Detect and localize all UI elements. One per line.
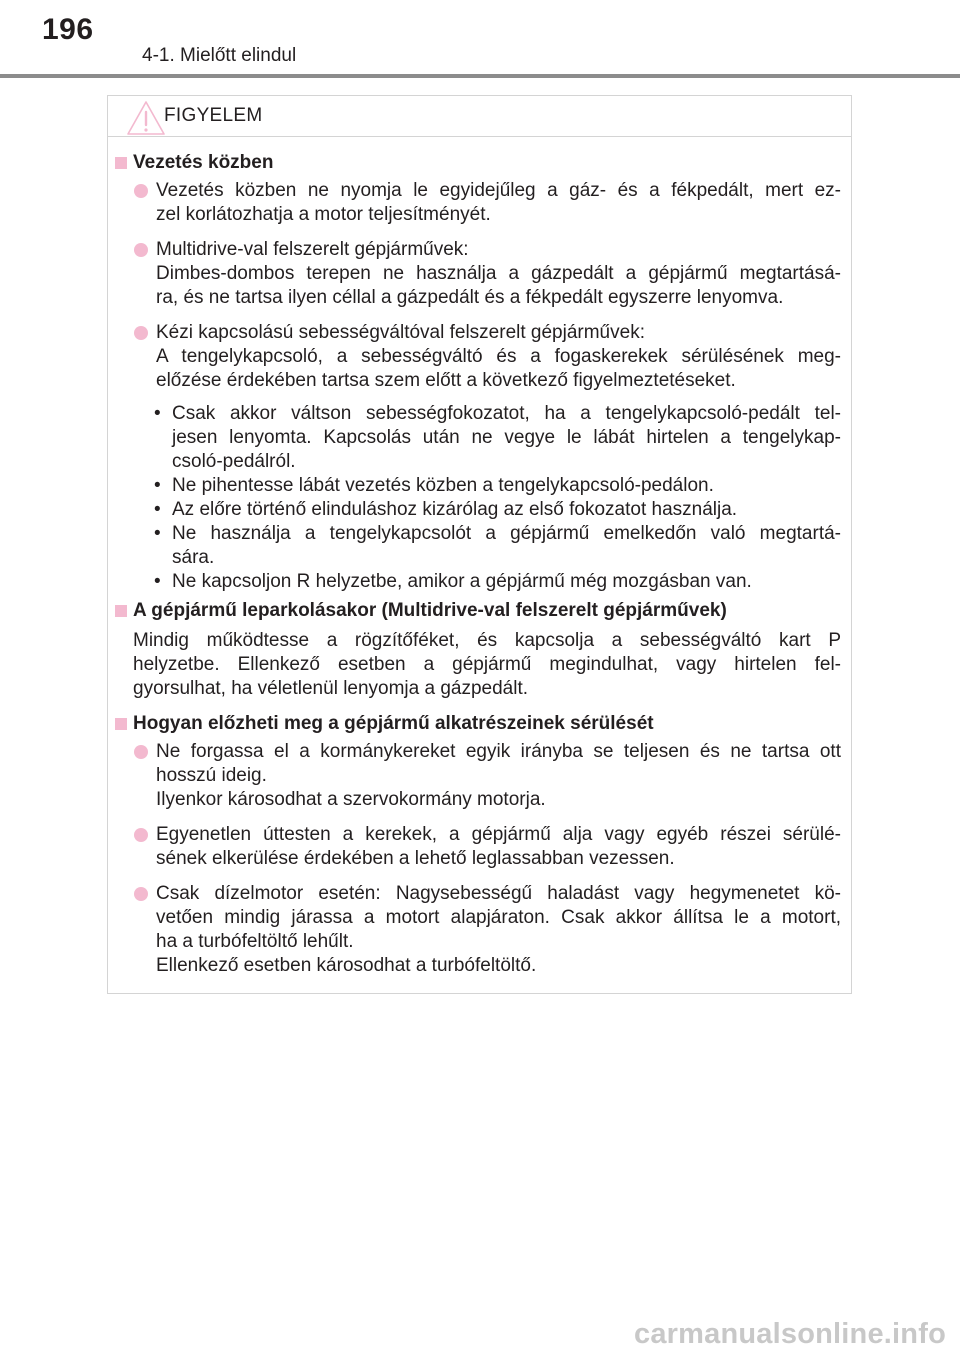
sub-bullet-icon: • (154, 403, 161, 424)
warning-box (107, 95, 852, 994)
section-title: 4-1. Mielőtt elindul (142, 45, 297, 66)
header-rule (0, 74, 960, 78)
text-line: ha a turbófeltöltő lehűlt. (156, 931, 354, 952)
sub-list-item (108, 522, 851, 570)
text-line: Egyenetlen úttesten a kerekek, a gépjármű alja vagy egyéb részei sérülé- (156, 824, 841, 845)
circle-bullet-icon (134, 184, 148, 198)
text-line: Multidrive-val felszerelt gépjárművek: (156, 239, 469, 260)
text-line: gyorsulhat, ha véletlenül lenyomja a gázpedált. (133, 678, 529, 699)
text-line: Ne pihentesse lábát vezetés közben a tengelykapcsoló-pedálon. (172, 475, 714, 496)
sub-bullet-icon: • (154, 523, 161, 544)
text-line: hosszú ideig. (156, 765, 267, 786)
square-bullet-icon (115, 157, 127, 169)
section-heading: Vezetés közben (108, 151, 851, 175)
text-line: Vezetés közben ne nyomja le egyidejűleg a gáz- és a fékpedált, mert ez- (156, 180, 841, 201)
sub-bullet-icon: • (154, 475, 161, 496)
text-line: Csak dízelmotor esetén: Nagysebességű haladást vagy hegymenetet kö- (156, 883, 841, 904)
text-line: csoló-pedálról. (172, 451, 296, 472)
text-line: Kézi kapcsolású sebességváltóval felszerelt gépjárművek: (156, 322, 645, 343)
sub-list-item (108, 474, 851, 498)
square-bullet-icon (115, 605, 127, 617)
text-line: Dimbes-dombos terepen ne használja a gázpedált a gépjármű megtartásá- (156, 263, 841, 284)
warning-content (108, 151, 851, 989)
sub-bullet-icon: • (154, 571, 161, 592)
bullet-item (108, 823, 851, 871)
warning-box-header (108, 96, 851, 137)
text-line: Ne forgassa el a kormánykereket egyik irányba se teljesen és ne tartsa ott (156, 741, 841, 762)
section-heading: Hogyan előzheti meg a gépjármű alkatrészeinek sérülését (108, 712, 851, 736)
text-line: sára. (172, 547, 215, 568)
text-line: Ne kapcsoljon R helyzetbe, amikor a gépjármű még mozgásban van. (172, 571, 752, 592)
sub-bullet-icon: • (154, 499, 161, 520)
warning-label: FIGYELEM (164, 105, 263, 126)
text-line: Ellenkező esetben károsodhat a turbófeltöltő. (156, 955, 537, 976)
bullet-item (108, 179, 851, 227)
circle-bullet-icon (134, 745, 148, 759)
text-line: Csak akkor váltson sebességfokozatot, ha a tengelykapcsoló-pedált tel- (172, 403, 841, 424)
sub-list-item (108, 498, 851, 522)
sub-list-item (108, 570, 851, 594)
text-line: helyzetbe. Ellenkező esetben a gépjármű megindulhat, vagy hirtelen fel- (133, 654, 841, 675)
section-heading: A gépjármű leparkolásakor (Multidrive-val felszerelt gépjárművek) (108, 599, 851, 623)
text-line: vetően mindig járassa a motort alapjáraton. Csak akkor állítsa le a motort, (156, 907, 841, 928)
sub-list-item (108, 402, 851, 474)
circle-bullet-icon (134, 887, 148, 901)
text-line: Az előre történő elinduláshoz kizárólag az első fokozatot használja. (172, 499, 738, 520)
text-line: A tengelykapcsoló, a sebességváltó és a fogaskerekek sérülésének meg- (156, 346, 841, 367)
circle-bullet-icon (134, 326, 148, 340)
circle-bullet-icon (134, 243, 148, 257)
text-line: zel korlátozhatja a motor teljesítményét. (156, 204, 491, 225)
text-line: előzése érdekében tartsa szem előtt a következő figyelmeztetéseket. (156, 370, 736, 391)
bullet-item (108, 882, 851, 978)
page-number: 196 (42, 13, 94, 46)
watermark: carmanualsonline.info (634, 1318, 946, 1350)
text-line: sének elkerülése érdekében a lehető leglassabban vezessen. (156, 848, 675, 869)
square-bullet-icon (115, 718, 127, 730)
paragraph (108, 629, 851, 701)
text-line: Ne használja a tengelykapcsolót a gépjármű emelkedőn való megtartá- (172, 523, 841, 544)
circle-bullet-icon (134, 828, 148, 842)
text-line: ra, és ne tartsa ilyen céllal a gázpedált és a fékpedált egyszerre lenyomva. (156, 287, 784, 308)
bullet-item (108, 321, 851, 594)
warning-triangle-icon (126, 100, 166, 136)
bullet-item (108, 740, 851, 812)
bullet-item (108, 238, 851, 310)
text-line: Ilyenkor károsodhat a szervokormány motorja. (156, 789, 546, 810)
text-line: jesen lenyomta. Kapcsolás után ne vegye le lábát hirtelen a tengelykap- (172, 427, 841, 448)
text-line: Mindig működtesse a rögzítőféket, és kapcsolja a sebességváltó kart P (133, 630, 841, 651)
